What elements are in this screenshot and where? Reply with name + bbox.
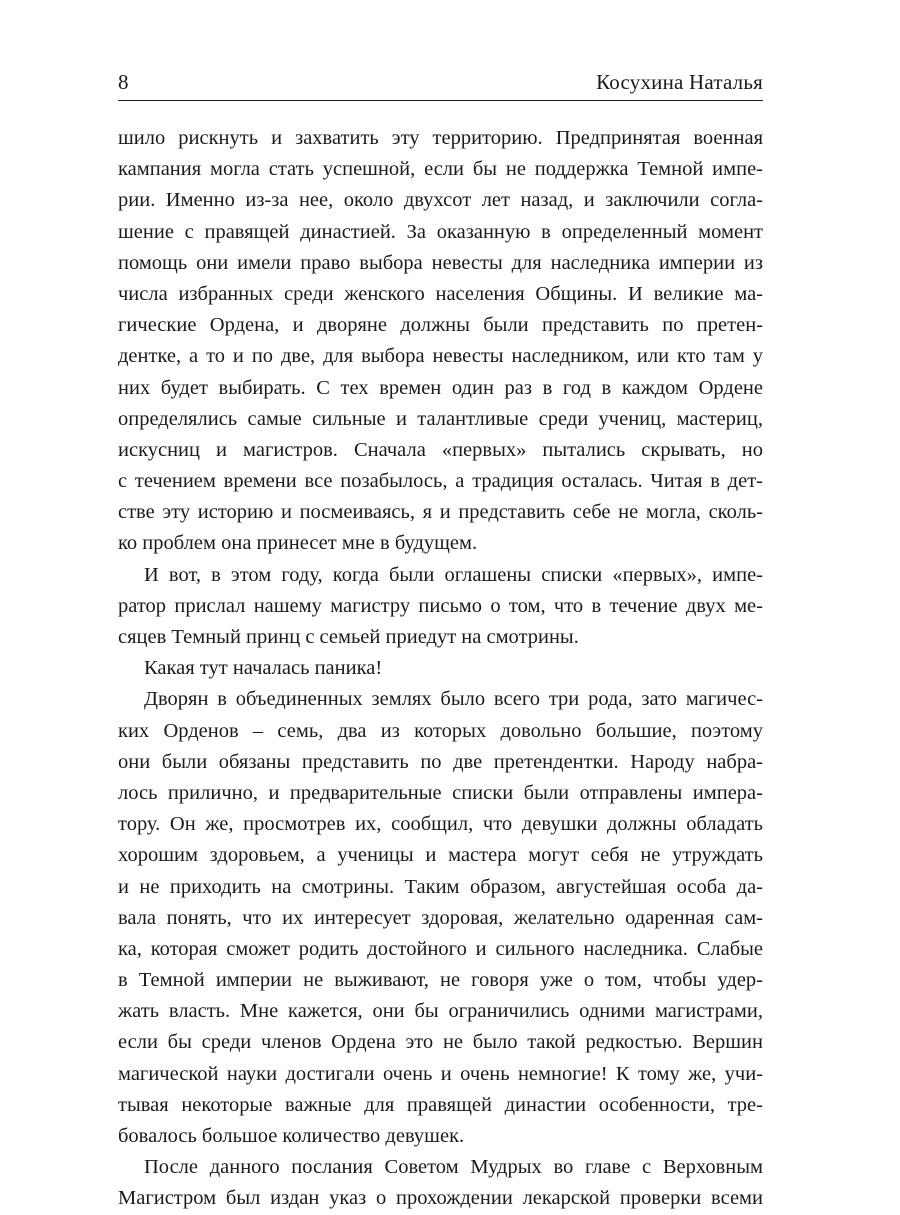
text-line: них будет выбирать. С тех времен один раз в год в каждом Ордене [118,376,763,399]
text-line: они были обязаны представить по две претендентки. Народу набра- [118,750,763,773]
text-line: в Темной империи не выживают, не говоря уже о том, чтобы удер- [118,969,763,992]
text-line: тору. Он же, просмотрев их, сообщил, что девушки должны обладать [118,813,763,836]
text-line: определялись самые сильные и талантливые среди учениц, мастериц, [118,407,763,430]
text-line: бовалось большое количество девушек. [118,1125,465,1147]
text-line: Магистром был издан указ о прохождении лекарской проверки всеми [118,1187,763,1210]
text-line: И вот, в этом году, когда были оглашены списки «первых», импе- [144,563,763,586]
text-line: стве эту историю и посмеиваясь, я и представить себе не могла, сколь- [118,501,763,524]
text-line: ко проблем она принесет мне в будущем. [118,532,478,555]
text-line: ратор прислал нашему магистру письмо о том, что в течение двух ме- [118,594,763,617]
text-line: и не приходить на смотрины. Таким образом, августейшая особа да- [118,875,763,898]
body-text [118,123,763,1215]
author-name: Косухина Наталья [596,70,763,94]
text-line: Дворян в объединенных землях было всего три рода, зато магичес- [144,688,763,711]
text-line: гические Ордена, и дворяне должны были представить по претен- [118,314,763,337]
text-line: помощь они имели право выбора невесты для наследника империи из [118,251,763,274]
text-line: числа избранных среди женского населения Общины. И великие ма- [118,282,763,305]
text-line: жать власть. Мне кажется, они бы ограничились одними магистрами, [118,1000,763,1023]
text-line: с течением времени все позабылось, а традиция осталась. Читая в дет- [118,470,763,493]
text-line: сяцев Темный принц с семьей приедут на смотрины. [118,626,579,648]
text-line: кампания могла стать успешной, если бы не поддержка Темной импе- [118,158,763,181]
text-line: После данного послания Советом Мудрых во главе с Верховным [144,1156,763,1179]
book-page [118,60,763,1215]
text-line: хорошим здоровьем, а ученицы и мастера могут себя не утруждать [118,844,763,867]
text-line: магической науки достигали очень и очень немногие! К тому же, учи- [118,1062,763,1085]
text-line: рии. Именно из-за нее, около двухсот лет назад, и заключили согла- [118,189,763,212]
text-line: искусниц и магистров. Сначала «первых» пытались скрывать, но [118,438,763,461]
text-line: вала понять, что их интересует здоровая, желательно одаренная сам- [118,906,763,929]
text-line: дентке, а то и по две, для выбора невесты наследником, или кто там у [118,345,763,368]
text-line: тывая некоторые важные для правящей династии особенности, тре- [118,1093,763,1116]
text-line: если бы среди членов Ордена это не было такой редкостью. Вершин [118,1031,763,1054]
text-line: ка, которая сможет родить достойного и сильного наследника. Слабые [118,937,763,960]
running-head [118,60,763,101]
text-line: ких Орденов – семь, два из которых довольно большие, поэтому [118,719,763,742]
text-line: лось прилично, и предварительные списки были отправлены импера- [118,781,763,804]
text-line: шило рискнуть и захватить эту территорию. Предпринятая военная [118,127,763,149]
text-line: Какая тут началась паника! [144,657,383,680]
text-line: шение с правящей династией. За оказанную в определенный момент [118,220,763,243]
page-number: 8 [118,70,129,94]
